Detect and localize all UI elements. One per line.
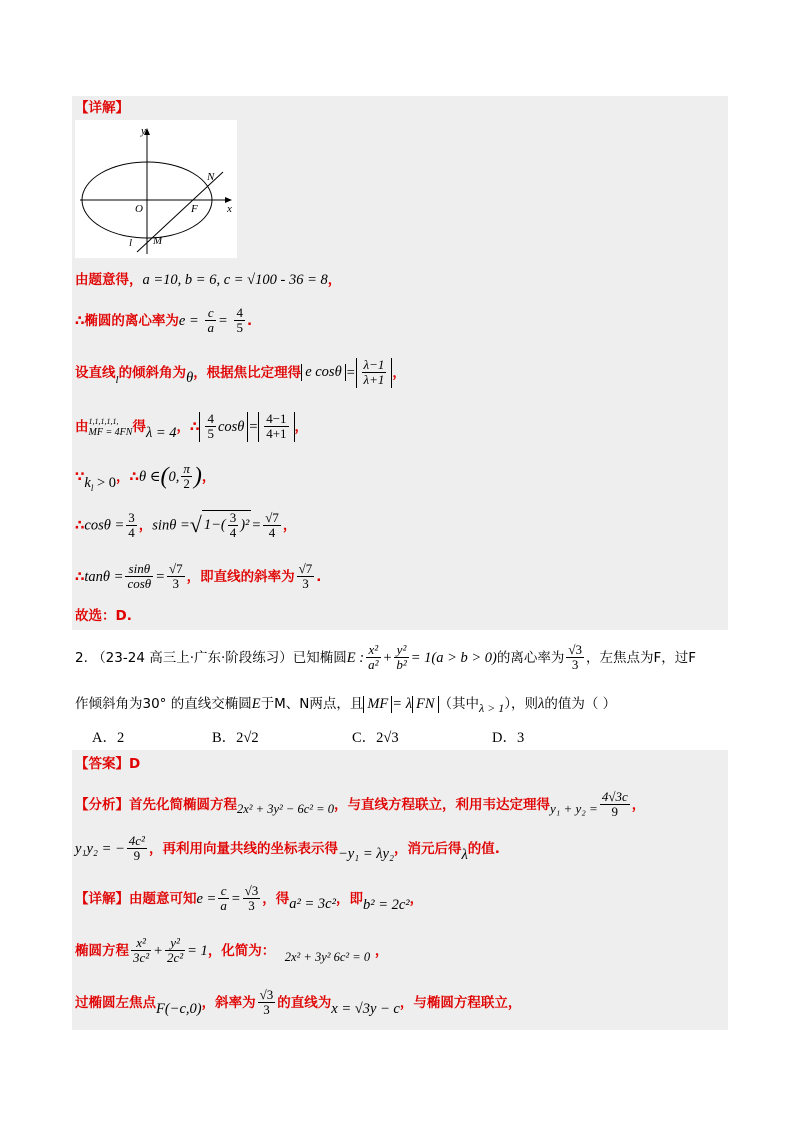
detail-line-2: 椭圆方程 $\frac{\text{x²}}{\text{3c²}}$ + $\frac{\text{y²}}{\text{2c²}}$ = 1，化简为： 2x² + 3y² 6c² = 0 ， — [75, 935, 389, 966]
label-y: y — [141, 125, 146, 137]
ellipse-figure — [75, 120, 237, 258]
option-a[interactable]: A．2 — [92, 730, 125, 746]
analysis-line-2: y₁y₂ = − $\frac{\text{4c²}}{9}$ ，再利用向量共线的坐标表示得−y₁ = λy₂，消元后得λ的值. — [75, 833, 500, 864]
label-n: N — [207, 171, 215, 183]
label-origin: O — [135, 203, 143, 215]
detail-line-1: 【详解】由题意可知e = $\frac{c}{a}$ = $\frac{√3}{3}$ ，得a² = 3c²，即b² = 2c²， — [75, 883, 424, 914]
ellipse-diagram — [75, 120, 237, 258]
detail-header: 【详解】 — [75, 100, 129, 116]
question-2-line-2: 作倾斜角为30° 的直线交椭圆E于M、N两点，且 MF = λ FN （其中λ > 1），则λ的值为（ ） — [75, 695, 617, 715]
line-slope-positive: $\because k_l > 0$，∴θ ∈(0, $\frac{\pi}{2}$ )， — [75, 461, 216, 493]
label-m: M — [153, 235, 163, 247]
label-focus: F — [191, 203, 198, 215]
detail-line-3: 过椭圆左焦点F(−c,0)，斜率为 $\frac{√3}{3}$ 的直线为x = √3y − c，与椭圆方程联立， — [75, 987, 522, 1018]
line-vector-ratio: 由 1,1,1,1,1, MF = 4FN得λ = 4，∴ $\frac{4}{5}$ cosθ = $\frac{4-1}{4+1}$ ， — [75, 411, 309, 442]
label-l: l — [129, 237, 133, 249]
line-l — [137, 172, 223, 252]
option-c[interactable]: C．2√3 — [352, 730, 399, 746]
question-2-line-1: 2. （23-24 高三上·广东·阶段练习）已知椭圆E : $\frac{\text{x²}}{\text{a²}}$ + $\frac{\text{y²}}{\text{b²}}$ = 1(a > b > 0)的离心率为 $\frac{√3}{3}$ ，左焦点为F，过F — [75, 642, 697, 673]
line-given: 由题意得，a =10, b = 6, c = √100 - 36 = 8， — [75, 272, 342, 288]
line-eccentricity: ∴椭圆的离心率为e = $\frac{c}{a}$ = $\frac{4}{5}$ . — [75, 305, 253, 336]
option-d[interactable]: D．3 — [492, 730, 525, 746]
label-x: x — [227, 203, 232, 215]
line-focal-ratio: 设直线$_l$的倾斜角为θ，根据焦比定理得 e cosθ = $\frac{\lambda-1}{\lambda+1}$ ， — [75, 357, 406, 388]
line-choice: 故选：D. — [75, 608, 132, 624]
option-b[interactable]: B．2√2 — [212, 730, 259, 746]
answer-label: 【答案】D — [75, 756, 141, 772]
line-tan: ∴tanθ = $\frac{\sin\theta}{\cos\theta}$ = $\frac{√7}{3}$ ，即直线的斜率为 $\frac{√7}{3}$ . — [75, 561, 322, 592]
line-cos-sin: ∴cosθ = $\frac{3}{4}$ ，sinθ =√ 1−( $\frac{3}{4}$ )² = $\frac{√7}{4}$ ， — [75, 509, 297, 541]
analysis-line-1: 【分析】首先化简椭圆方程2x² + 3y² − 6c² = 0，与直线方程联立，利用韦达定理得y₁ + y₂ = $\frac{4√3c}{9}$ ， — [75, 789, 646, 820]
